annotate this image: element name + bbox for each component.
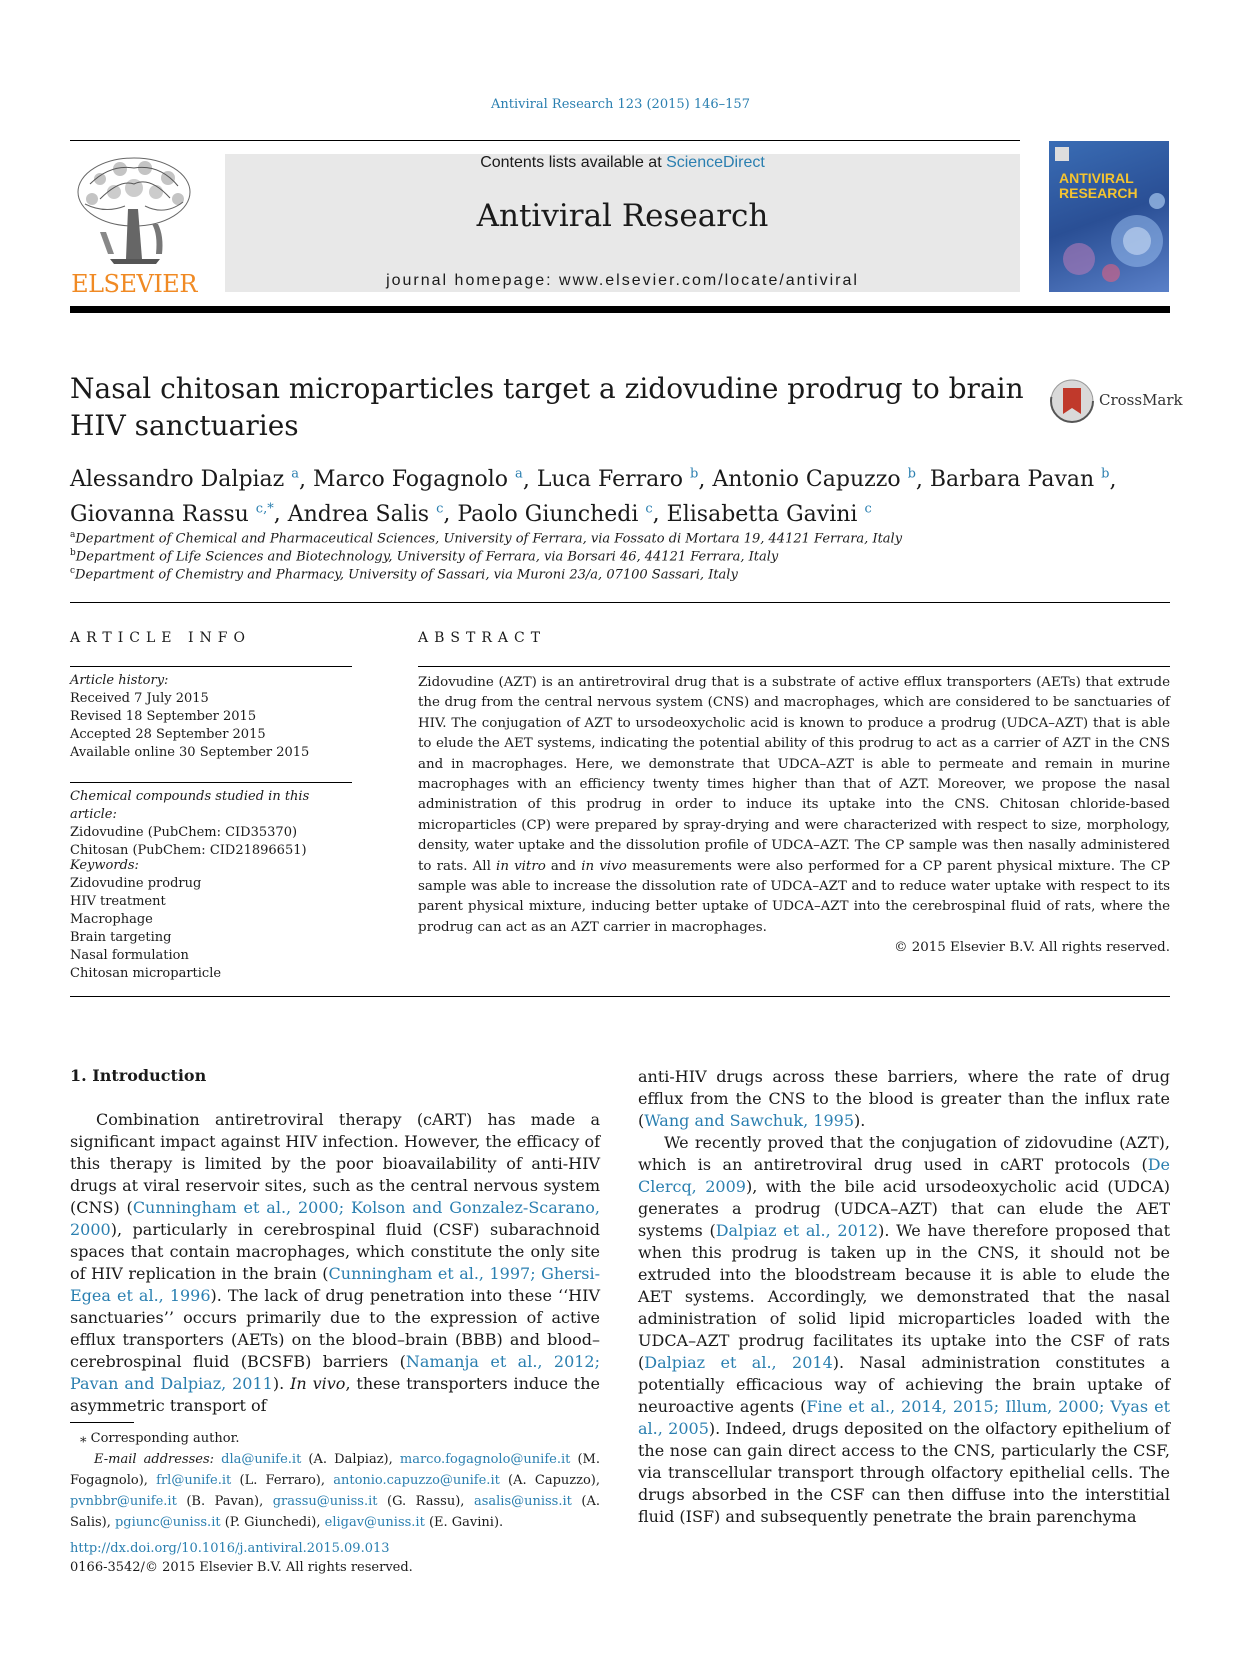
keyword-item: Chitosan microparticle bbox=[70, 966, 222, 981]
compound-item: Chitosan (PubChem: CID21896651) bbox=[70, 843, 307, 858]
article-history bbox=[70, 672, 360, 762]
keywords-label: Keywords: bbox=[70, 858, 139, 873]
author-6[interactable]: Giovanna Rassu $^{c,*}$ bbox=[70, 501, 274, 527]
email-addresses: E-mail addresses: dla@unife.it (A. Dalpiaz), marco.fogagnolo@unife.it (M. Fogagnolo), frl@unife.it (L. Ferraro), antonio.capuzzo@unife.it (A. Capuzzo), pvnbbr@unife.it (B. Pavan), grassu@uniss.it (G. Rassu), asalis@uniss.it (A. Salis), pgiunc@uniss.it (P. Giunchedi), eligav@uniss.it (E. Gavini). bbox=[70, 1452, 600, 1530]
email-link[interactable]: marco.fogagnolo@unife.it bbox=[399, 1452, 571, 1467]
article-title: Nasal chitosan microparticles target a zidovudine prodrug to brain HIV sanctuaries bbox=[70, 372, 1024, 442]
author-7[interactable]: Andrea Salis $^c$ bbox=[287, 501, 444, 527]
journal-citation[interactable]: Antiviral Research 123 (2015) 146–157 bbox=[491, 97, 750, 112]
history-label: Article history: bbox=[70, 673, 169, 688]
author-2[interactable]: Marco Fogagnolo $^a$ bbox=[313, 467, 523, 493]
reference-link[interactable]: Fine et al., 2014, 2015; Illum, 2000; Vyas et al., 2005 bbox=[638, 1397, 1170, 1438]
journal-cover[interactable] bbox=[1049, 141, 1169, 292]
reference-link[interactable]: Cunningham et al., 2000; Kolson and Gonzalez-Scarano, 2000 bbox=[70, 1198, 601, 1239]
crossmark-badge[interactable] bbox=[1049, 378, 1183, 422]
affiliation-a: $^a$Department of Chemical and Pharmaceutical Sciences, University of Ferrara, via Fossato di Mortara 19, 44121 Ferrara, Italy bbox=[70, 530, 903, 547]
keywords bbox=[70, 857, 360, 983]
keyword-item: Macrophage bbox=[70, 912, 153, 927]
sciencedirect-link[interactable]: ScienceDirect bbox=[666, 154, 765, 171]
footnote bbox=[70, 1428, 600, 1533]
footnote-rule bbox=[70, 1422, 134, 1423]
intro-right-column bbox=[638, 1066, 1170, 1528]
abstract-text: Zidovudine (AZT) is an antiretroviral drug that is a substrate of active efflux transporters (AETs) that extrude the drug from the central nervous system (CNS) and macrophages, which are considered to be sanctuaries of HIV. The conjugation of AZT to ursodeoxycholic acid is known to produce a prodrug (UDCA–AZT) that is able to elude the AET systems, indicating the potential ability of this prodrug to act as a carrier of AZT in the CNS and in macrophages. Here, we demonstrate that UDCA–AZT is able to permeate and remain in murine macrophages with an efficiency twenty times higher than that of AZT. Moreover, we propose the nasal administration of this prodrug in order to induce its uptake into the CNS. Chitosan chloride-based microparticles (CP) were prepared by spray-drying and were characterized with respect to size, morphology, density, water uptake and the dissolution profile of UDCA–AZT. The CP sample was then nasally administered to rats. All in vitro and in vivo measurements were also performed for a CP parent physical mixture. The CP sample was able to increase the dissolution rate of UDCA–AZT and to reduce water uptake with respect to its parent physical mixture, inducing better uptake of UDCA–AZT into the cerebrospinal fluid of rats, where the prodrug can act as an AZT carrier in macrophages. © 2015 Elsevier B.V. All rights reserved. bbox=[418, 673, 1170, 959]
keyword-item: Zidovudine prodrug bbox=[70, 876, 202, 891]
elsevier-tree-icon bbox=[70, 154, 198, 269]
keyword-item: Nasal formulation bbox=[70, 948, 189, 963]
abstract-bottom-rule bbox=[70, 996, 1170, 997]
affiliation-b: $^b$Department of Life Sciences and Biotechnology, University of Ferrara, via Borsari 46, 44121 Ferrara, Italy bbox=[70, 548, 779, 565]
compound-item: Zidovudine (PubChem: CID35370) bbox=[70, 825, 298, 840]
reference-link[interactable]: Dalpiaz et al., 2014 bbox=[644, 1353, 833, 1372]
author-1[interactable]: Alessandro Dalpiaz $^a$ bbox=[70, 467, 300, 493]
chemical-compounds bbox=[70, 788, 360, 860]
email-link[interactable]: frl@unife.it bbox=[156, 1473, 232, 1488]
author-3[interactable]: Luca Ferraro $^b$ bbox=[536, 467, 699, 493]
reference-link[interactable]: De Clercq, 2009 bbox=[638, 1155, 1170, 1196]
abstract-rule bbox=[418, 666, 1170, 667]
elsevier-logo-text: ELSEVIER bbox=[71, 270, 197, 298]
cover-title: ANTIVIRAL RESEARCH bbox=[1059, 170, 1138, 201]
email-link[interactable]: pgiunc@uniss.it bbox=[114, 1515, 221, 1530]
author-5[interactable]: Barbara Pavan $^b$ bbox=[929, 467, 1110, 493]
affiliation-c: $^c$Department of Chemistry and Pharmacy, University of Sassari, via Muroni 23/a, 07100 Sassari, Italy bbox=[70, 566, 738, 583]
header-thick-rule bbox=[70, 306, 1170, 313]
crossmark-icon bbox=[1049, 378, 1095, 424]
email-link[interactable]: dla@unife.it bbox=[221, 1452, 302, 1467]
compounds-label: Chemical compounds studied in this article: bbox=[70, 789, 310, 822]
cover-virus-icon bbox=[1049, 141, 1169, 292]
history-rule bbox=[70, 782, 352, 783]
crossmark-label: CrossMark bbox=[1099, 391, 1183, 409]
reference-link[interactable]: Cunningham et al., 1997; Ghersi-Egea et al., 1996 bbox=[70, 1264, 601, 1305]
abstract-copyright: © 2015 Elsevier B.V. All rights reserved. bbox=[894, 940, 1170, 956]
reference-link[interactable]: Dalpiaz et al., 2012 bbox=[715, 1221, 879, 1240]
history-accepted: Accepted 28 September 2015 bbox=[70, 727, 266, 742]
history-received: Received 7 July 2015 bbox=[70, 691, 209, 706]
issn-line: 0166-3542/© 2015 Elsevier B.V. All rights reserved. bbox=[70, 1560, 413, 1575]
reference-link[interactable]: Namanja et al., 2012; Pavan and Dalpiaz, 2011 bbox=[70, 1352, 600, 1393]
contents-prefix: Contents lists available at bbox=[480, 154, 667, 171]
email-link[interactable]: asalis@uniss.it bbox=[473, 1494, 572, 1509]
header-top-rule bbox=[70, 140, 1020, 141]
keyword-item: HIV treatment bbox=[70, 894, 166, 909]
abstract-heading: ABSTRACT bbox=[418, 630, 547, 646]
author-list: Alessandro Dalpiaz $^a$, Marco Fogagnolo $^a$, Luca Ferraro $^b$, Antonio Capuzzo $^b$, Barbara Pavan $^b$, Giovanna Rassu $^{c,*}$, Andrea Salis $^c$, Paolo Giunchedi $^c$, Elisabetta Gavini $^c$ bbox=[70, 467, 1117, 527]
author-8[interactable]: Paolo Giunchedi $^c$ bbox=[457, 501, 653, 527]
intro-paragraph-2: We recently proved that the conjugation of zidovudine (AZT), which is an antiretroviral drug used in cART protocols (De Clercq, 2009), with the bile acid ursodeoxycholic acid (UDCA) generates a prodrug (UDCA–AZT) that can elude the AET systems (Dalpiaz et al., 2012). We have therefore proposed that when this prodrug is taken up in the CNS, it should not be extruded into the bloodstream because it is able to elude the AET systems. Accordingly, we demonstrated that the nasal administration of solid lipid microparticles loaded with the UDCA–AZT prodrug facilitates its uptake into the CSF of rats (Dalpiaz et al., 2014). Nasal administration constitutes a potentially efficacious way of achieving the brain uptake of neuroactive agents (Fine et al., 2014, 2015; Illum, 2000; Vyas et al., 2005). Indeed, drugs deposited on the olfactory epithelium of the nose can gain direct access to the CNS, particularly the CSF, via transcellular transport through olfactory epithelial cells. The drugs absorbed in the CSF can then diffuse into the interstitial fluid (ISF) and subsequently penetrate the brain parenchyma bbox=[638, 1133, 1171, 1526]
reference-link[interactable]: Wang and Sawchuk, 1995 bbox=[644, 1111, 854, 1130]
keyword-item: Brain targeting bbox=[70, 930, 172, 945]
article-info-rule bbox=[70, 666, 352, 667]
intro-heading: 1. Introduction bbox=[70, 1066, 207, 1085]
email-link[interactable]: pvnbbr@unife.it bbox=[70, 1494, 177, 1509]
email-link[interactable]: antonio.capuzzo@unife.it bbox=[333, 1473, 500, 1488]
doi-link[interactable]: http://dx.doi.org/10.1016/j.antiviral.2015.09.013 bbox=[70, 1541, 390, 1556]
journal-homepage[interactable]: journal homepage: www.elsevier.com/locate/antiviral bbox=[386, 272, 859, 289]
corresponding-author: ⁎ Corresponding author. bbox=[80, 1431, 240, 1446]
history-online: Available online 30 September 2015 bbox=[70, 745, 310, 760]
history-revised: Revised 18 September 2015 bbox=[70, 709, 257, 724]
intro-paragraph-1: Combination antiretroviral therapy (cART) has made a significant impact against HIV infection. However, the efficacy of this therapy is limited by the poor bioavailability of anti-HIV drugs at viral reservoir sites, such as the central nervous system (CNS) (Cunningham et al., 2000; Kolson and Gonzalez-Scarano, 2000), particularly in cerebrospinal fluid (CSF) subarachnoid spaces that contain macrophages, which constitute the only site of HIV replication in the brain (Cunningham et al., 1997; Ghersi-Egea et al., 1996). The lack of drug penetration into these ‘‘HIV sanctuaries’’ occurs primarily due to the expression of active efflux transporters (AETs) on the blood–brain (BBB) and blood–cerebrospinal fluid (BCSFB) barriers (Namanja et al., 2012; Pavan and Dalpiaz, 2011). In vivo, these transporters induce the asymmetric transport of bbox=[70, 1110, 601, 1415]
intro-left-column bbox=[70, 1109, 600, 1417]
author-4[interactable]: Antonio Capuzzo $^b$ bbox=[712, 467, 916, 493]
article-info-heading: ARTICLE INFO bbox=[70, 630, 251, 646]
email-link[interactable]: grassu@uniss.it bbox=[272, 1494, 378, 1509]
journal-name: Antiviral Research bbox=[476, 198, 769, 234]
intro-paragraph-1-cont: anti-HIV drugs across these barriers, where the rate of drug efflux from the CNS to the blood is greater than the influx rate (Wang and Sawchuk, 1995). bbox=[638, 1067, 1170, 1130]
contents-line bbox=[225, 154, 1020, 172]
author-9[interactable]: Elisabetta Gavini $^c$ bbox=[666, 501, 872, 527]
email-link[interactable]: eligav@uniss.it bbox=[324, 1515, 425, 1530]
affiliations-rule bbox=[70, 602, 1170, 603]
